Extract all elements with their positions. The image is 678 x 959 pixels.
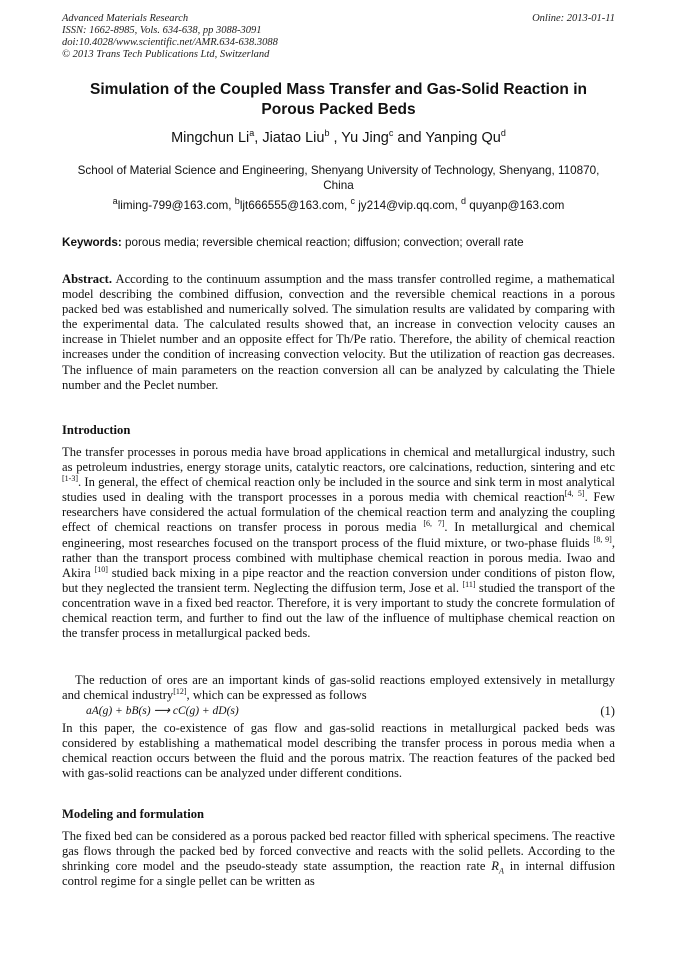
citation-ref[interactable]: [1-3] [62,474,78,483]
author-name: Mingchun Li [171,130,250,146]
author-separator: and [393,130,426,146]
copyright-line: © 2013 Trans Tech Publications Ltd, Switzerland [62,49,270,60]
paragraph-text: The reduction of ores are an important kinds of gas-solid reactions employed extensively in metallurgy and chemical industry [62,673,615,703]
equation-number: (1) [600,704,615,718]
author-name: Jiatao Liu [262,130,325,146]
citation-ref[interactable]: [12] [173,686,187,696]
keywords [62,235,615,250]
introduction-paragraph [62,445,615,641]
email-address[interactable]: jy214@vip.qq.com, [354,199,462,212]
introduction-heading: Introduction [62,423,131,437]
email-address[interactable]: liming-799@163.com, [117,199,235,212]
online-date: Online: 2013-01-11 [532,13,615,24]
author-superscript: a [249,128,255,139]
paragraph-text: , which can be expressed as follows [186,688,367,703]
paragraph-text: studied the transport of the concentration wave in a fixed bed reactor. Therefore, it is very important to study the concrete formulation of chemical reaction term, and further to find out the law of the influence of multiphase chemical reaction on the transfer process in metallurgical packed beds. [62,580,615,641]
paragraph-text: . Few researchers have considered the actual formulation of the chemical reaction term and analyzing the coupling effect of chemical reactions on transfer process in porous media [62,490,616,535]
abstract-label: Abstract. [62,272,113,286]
paragraph-text: , rather than the transport process combined with multiphase chemical reaction in porous media. Iwao and Akira [62,535,615,580]
email-list [62,198,615,213]
journal-name: Advanced Materials Research [62,13,189,24]
modeling-text: The fixed bed can be considered as a porous packed bed reactor filled with spherical specimens. The reactive gas flows through the packed bed by forced convective and reacts with the solid pellets. According to the shrinking core model and the pseudo-steady state assumption, the reaction rate [62,829,615,874]
author-separator: , [329,130,342,146]
keywords-text: porous media; reversible chemical reaction; diffusion; convection; overall rate [121,236,524,249]
author-separator: , [254,130,263,146]
email-superscript: a [112,196,118,207]
paragraph-text: studied back mixing in a pipe reactor and the reaction conversion under conditions of piston flow, but they neglected the transient term. Neglecting the diffusion term, Jose et al. [62,565,615,595]
paragraph-text: . In metallurgical and chemical engineering, most researches focused on the transport process of the fluid mixture, or two-phase fluids [62,520,615,550]
abstract-text: According to the continuum assumption and the mass transfer controlled regime, a mathematical model describing the combined diffusion, convection and the reversible chemical reactions in a porous packed bed was established and numerically solved. The simulation results are validated by comparing with the experimental data. The calculated results showed that, an increase in convection velocity causes an increase in Thielet number and an opposite effect for Th/Pe ratio. Therefore, the ability of chemical reaction increases under the condition of increasing convection velocity. But the utilization of reaction gas decreases. The influence of main parameters on the reaction conversion all can be analyzed by calculating the Thiele number and the Peclet number. [62,272,615,392]
author-name: Yu Jing [341,130,389,146]
author-list [62,129,615,147]
modeling-text: in internal diffusion control regime for a single pellet can be written as [62,859,615,889]
email-superscript: c [350,196,355,207]
reaction-rate-symbol: R [491,859,499,874]
keywords-label: Keywords: [62,236,122,249]
paragraph-text: . In general, the effect of chemical reaction only be included in the source and sink term in most analytical studies used in dealing with the transport processes in a porous media with chemical reaction [62,475,615,505]
reaction-equation: aA(g) + bB(s) ⟶ cC(g) + dD(s) [86,705,239,717]
author-superscript: b [324,128,330,139]
email-superscript: b [234,196,240,207]
citation-ref[interactable]: [8, 9] [593,534,612,544]
journal-header [62,13,442,61]
email-superscript: d [461,196,467,207]
paper-title: Simulation of the Coupled Mass Transfer and Gas-Solid Reaction in Porous Packed Beds [90,81,587,118]
reaction-rate-subscript: A [499,866,504,876]
introduction-paragraph: In this paper, the co-existence of gas flow and gas-solid reactions in metallurgical packed beds was considered by establishing a mathematical model describing the transfer process in porous media when a chemical reaction occurs between the fluid and the porous matrix. The reaction features of the packed bed with gas-solid reactions can be analyzed under different conditions. [62,721,615,781]
email-address[interactable]: ljt666555@163.com, [239,199,351,212]
citation-ref[interactable]: [6, 7] [423,519,445,529]
citation-ref[interactable]: [11] [462,579,476,589]
doi-line[interactable]: doi:10.4028/www.scientific.net/AMR.634-638.3088 [62,37,278,48]
citation-ref[interactable]: [4, 5] [564,489,585,499]
author-superscript: c [388,128,394,139]
modeling-heading: Modeling and formulation [62,807,205,821]
author-superscript: d [500,128,506,139]
paragraph-text: The transfer processes in porous media have broad applications in chemical and metallurgical industry, such as petroleum industries, energy storage units, catalytic reactors, ore calcinations, reduction, sintering and etc [62,445,615,475]
author-name: Yanping Qu [425,130,501,146]
citation-ref[interactable]: [10] [94,564,108,574]
email-address[interactable]: quyanp@163.com [466,199,565,212]
affiliation: School of Material Science and Engineering, Shenyang University of Technology, Shenyang, 110870, China [77,164,600,192]
introduction-paragraph [62,673,615,703]
modeling-paragraph [62,829,615,889]
abstract [62,272,615,393]
issn-line: ISSN: 1662-8985, Vols. 634-638, pp 3088-3091 [62,25,262,36]
